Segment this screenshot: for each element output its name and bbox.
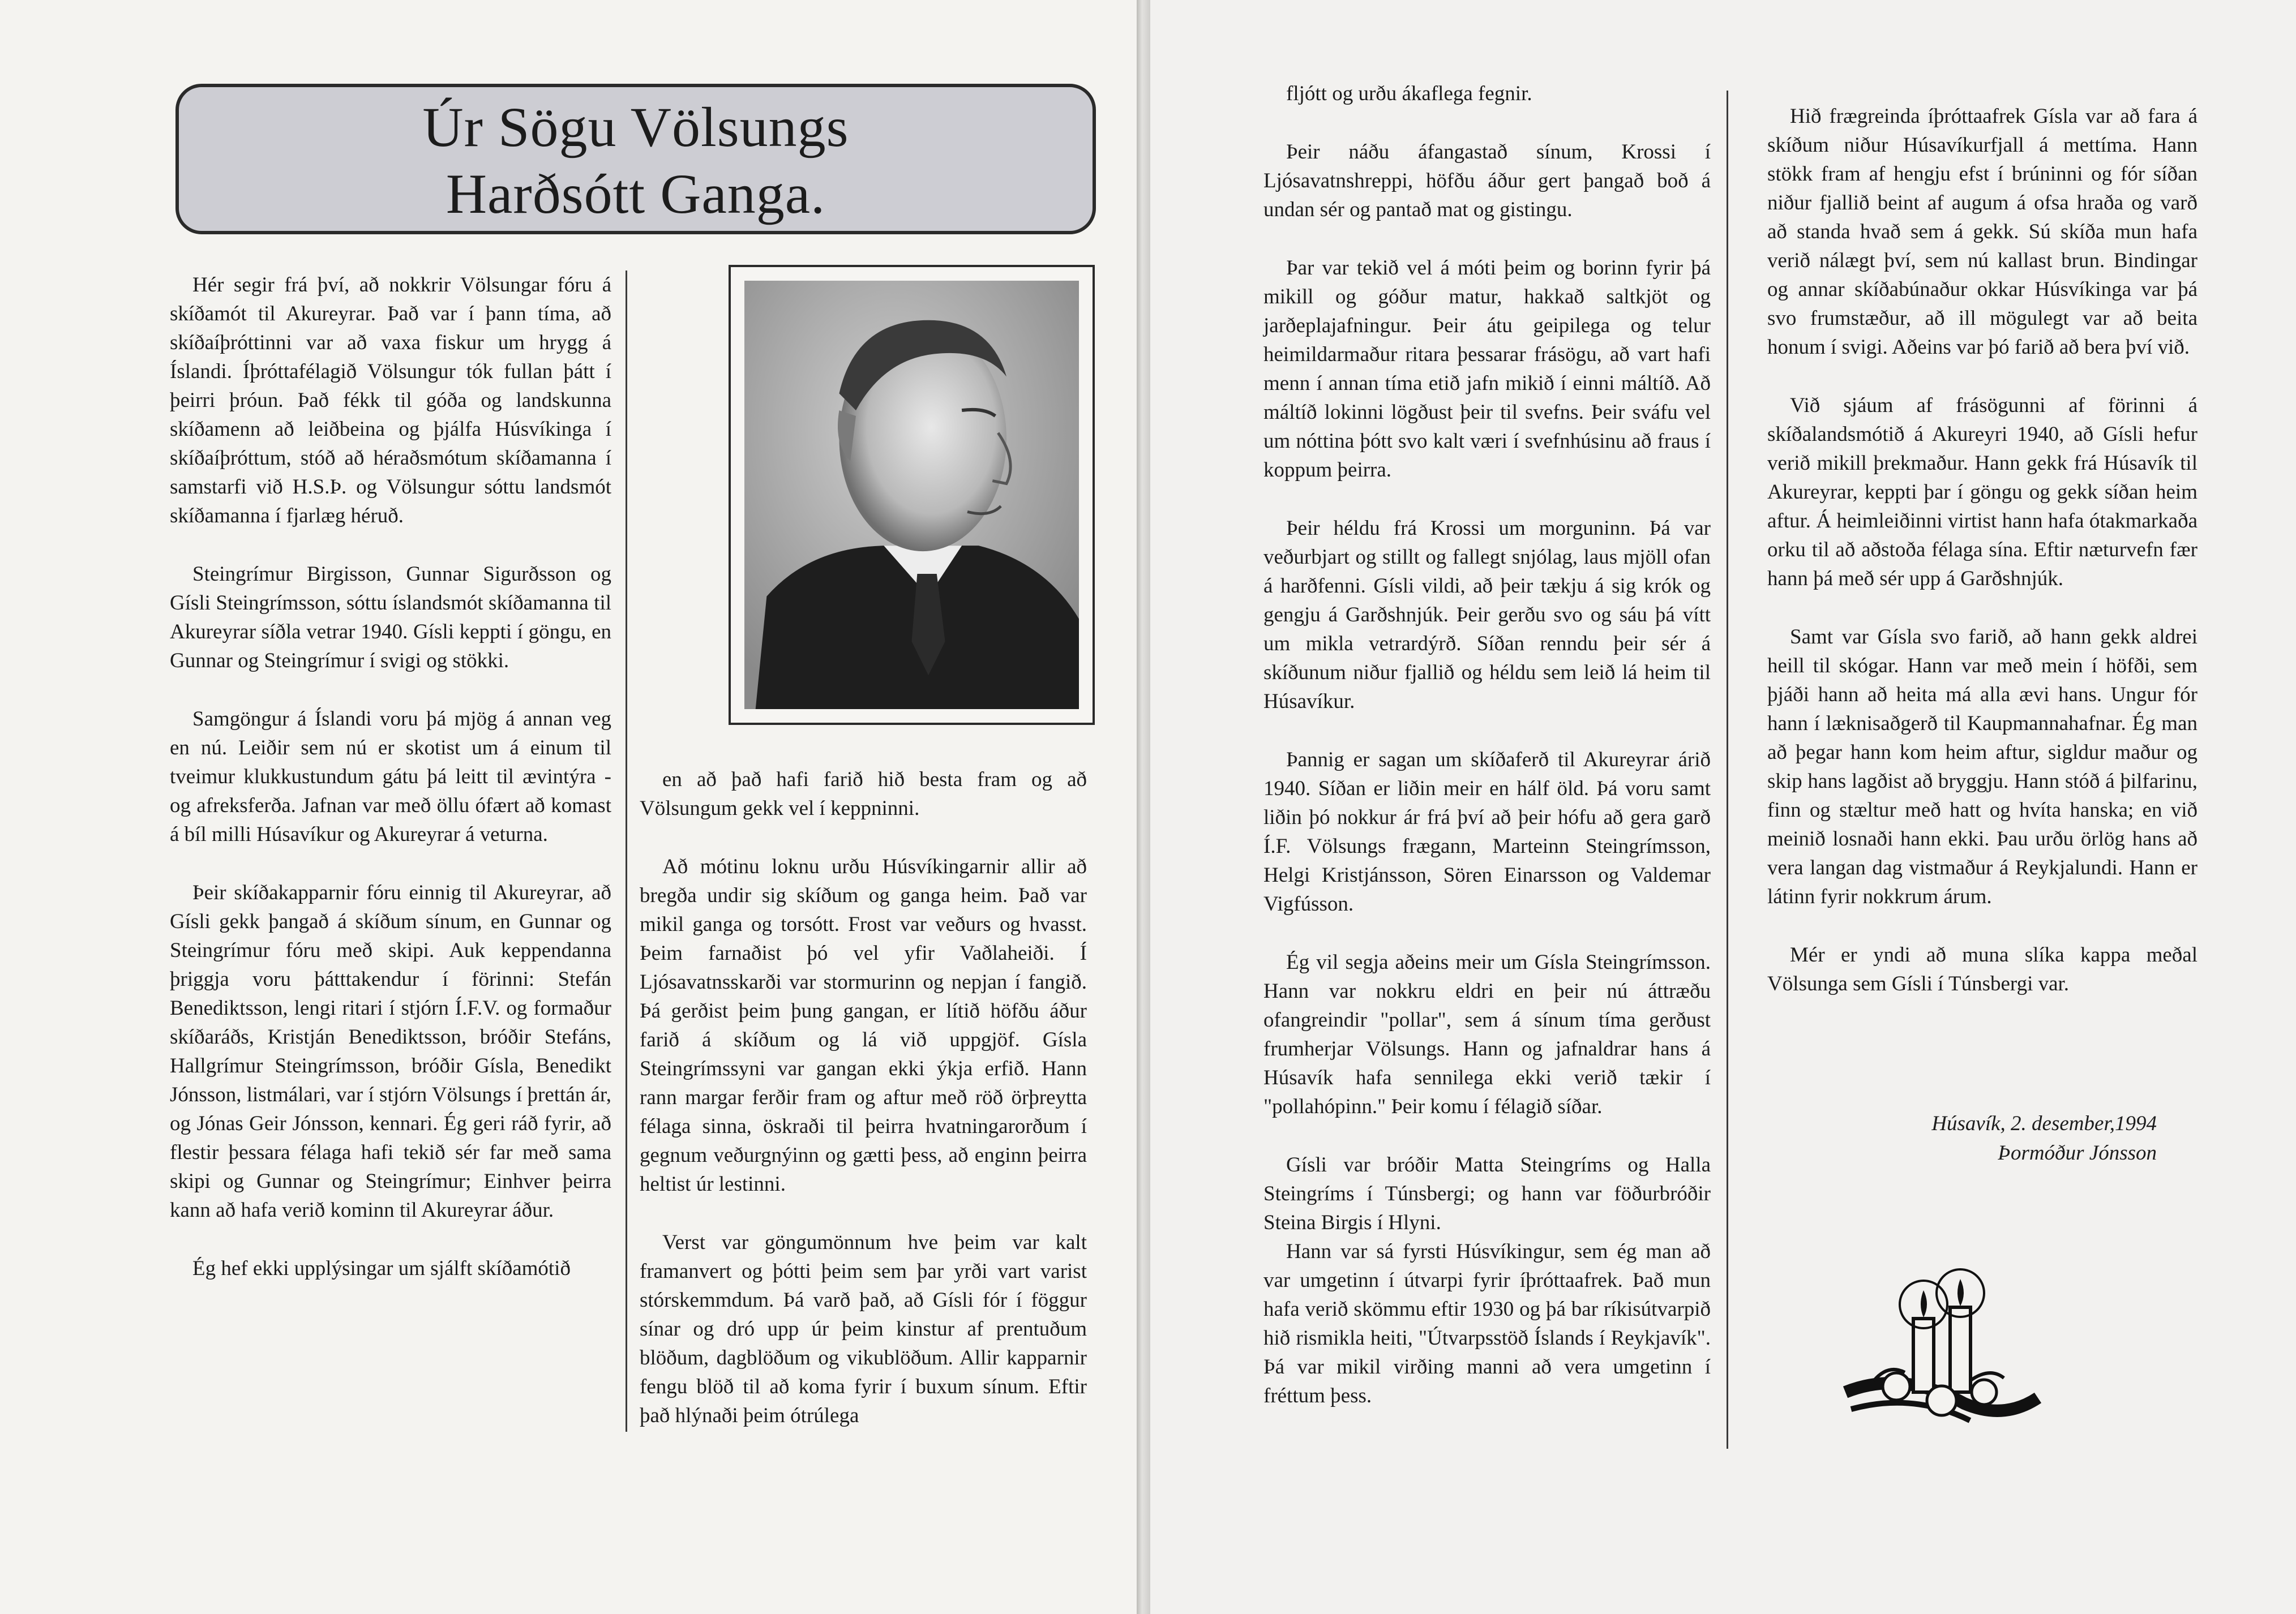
left-page: [0, 0, 1137, 1614]
right-b-paragraph: Við sjáum af frásögunni af förinni á skíðalandsmótið á Akureyri 1940, að Gísli hefur verið mikill þrekmaður. Hann gekk frá Húsavík til Akureyrar, keppti þar í göngu og gekk síðan heim aftur. Á heimleiðinni virtist hann hafa ótakmarkaða orku til að aðstoða félaga sína. Eftir næturvefn fær hann þá með sér upp á Garðshnjúk.: [1767, 394, 2198, 590]
right-a-paragraph: Hann var sá fyrsti Húsvíkingur, sem ég man að var umgetinn í útvarpi fyrir íþróttaafrek. Það mun hafa verið skömmu eftir 1930 og þá bar ríkisútvarpið hið rismikla heiti, "Útvarpsstöð Íslands í Reykjavík". Þá var mikil virðing manni að vera umgetinn í fréttum þess.: [1263, 1240, 1711, 1407]
title-box: [175, 84, 1096, 234]
middle-paragraph: Að mótinu loknu urðu Húsvíkingarnir allir að bregða undir sig skíðum og ganga heim. Það var mikil ganga og torsótt. Frost var veðurs og hvasst. Þeim farnaðist þó vel yfir Vaðlaheiði. Í Ljósavatnsskarði var stormurinn og nepjan í fangið. Þá gerðist þeim þung gangan, er lítið höfðu áður farið á skíðum og lá við uppgjöf. Gísla Steingrímssyni var gangan ekki ýkja erfið. Hann rann margar ferðir fram og aftur með röð örþreytta félaga sinna, öskraði til þeirra hvatningarorðum í gegnum veðurgnýinn og gætti þess, að enginn þeirra heltist úr lestinni.: [640, 855, 1087, 1196]
left-paragraph: Ég hef ekki upplýsingar um sjálft skíðamótið: [192, 1257, 571, 1280]
right-a-paragraph: Þar var tekið vel á móti þeim og borinn fyrir þá mikill og góður matur, hakkað saltkjöt og jarðeplajafningur. Þeir átu geipilega og telur heimildarmaður ritara þessarar frásögu, að vart hafi menn í annan tíma etið jafn mikið í einni máltíð. Að máltíð lokinni lögðust þeir til svefns. Þeir sváfu vel um nóttina þótt svo kalt væri í svefnhúsinu að fraus í koppum þeirra.: [1263, 256, 1711, 482]
portrait-icon: [744, 281, 1079, 709]
right-b-paragraph: Hið frægreinda íþróttaafrek Gísla var að fara á skíðum niður Húsavíkurfjall á mettíma. Hann stökk fram af hengju efst í brúninni og fór síðan niður fjallið beint af augum á ofsa hraða og varð að standa hvað sem á gekk. Sú skíða mun hafa verið nálægt því, sem nú kallast brun. Bindingar og annar skíðabúnaður okkar Húsvíkinga var þá svo frumstæður, að ill mögulegt var að beita honum í svigi. Aðeins var þó farið að bera því við.: [1767, 105, 2198, 359]
page-gutter: [1137, 0, 1150, 1614]
left-paragraph: Þeir skíðakapparnir fóru einnig til Akureyrar, að Gísli gekk þangað á skíðum sínum, en Gunnar og Steingrímur fóru með skipi. Auk keppendanna þriggja voru þátttakendur í förinni: Stefán Benediktsson, lengi ritari í stjórn Í.F.V. og formaður skíðaráðs, Kristján Benediktsson, bróðir Stefáns, Hallgrímur Steingrímsson, bróðir Gísla, Benedikt Jónsson, listmálari, var í stjórn Völsungs í þrettán ár, og Jónas Geir Jónsson, kennari. Ég geri ráð fyrir, að flestir þessara félaga hafi tekið sér far með sama skipi og Gunnar og Steingrímur; Einhver þeirra kann að hafa verið kominn til Akureyrar áður.: [170, 881, 611, 1222]
right-page: [1150, 0, 2296, 1614]
left-paragraph: Samgöngur á Íslandi voru þá mjög á annan veg en nú. Leiðir sem nú er skotist um á einum til tveimur klukkustundum gátu þá leitt til ævintýra - og afreksferða. Jafnan var með öllu ófært að komast á bíl milli Húsavíkur og Akureyrar á veturna.: [170, 707, 611, 846]
column-divider: [626, 271, 627, 1432]
left-column: [170, 271, 611, 1283]
candles-ornament-icon: [1834, 1251, 2049, 1437]
right-a-paragraph: Ég vil segja aðeins meir um Gísla Steingrímsson. Hann var nokkru eldri en þeir nú áttræðu ofangreindir "pollar", sem á sínum tíma gerðust frumherjar Völsungs. Hann og jafnaldrar hans á Húsavík hafa sennilega ekki verið tækir í "pollahópinn." Þeir komu í félagið síðar.: [1263, 951, 1711, 1118]
right-a-paragraph: Gísli var bróðir Matta Steingríms og Halla Steingríms í Túnsbergi; og hann var föðurbróðir Steina Birgis í Hlyni.: [1263, 1153, 1711, 1234]
column-divider: [1727, 91, 1728, 1449]
right-a-paragraph: Þeir náðu áfangastað sínum, Krossi í Ljósavatnshreppi, höfðu áður gert þangað boð á undan sér og pantað mat og gistingu.: [1263, 140, 1711, 221]
middle-paragraph: en að það hafi farið hið besta fram og að Völsungum gekk vel í keppninni.: [640, 768, 1087, 820]
right-a-paragraph: Þeir héldu frá Krossi um morguninn. Þá var veðurbjart og stillt og fallegt snjólag, laus mjöll ofan á harðfenni. Gísli vildi, að þeir tækju á sig krók og gengju á Garðshnjúk. Þeir gerðu svo og sáu þá vítt um mikla vetrardýrð. Síðan renndu þeir sér á skíðunum niður fjallið og héldu sem leið lá heim til Húsavíkur.: [1263, 517, 1711, 713]
signature-author: Þormóður Jónsson: [1998, 1141, 2157, 1165]
signature-block: [1902, 1109, 2157, 1168]
signature-place-date: Húsavík, 2. desember,1994: [1931, 1112, 2157, 1135]
right-b-paragraph: Mér er yndi að muna slíka kappa meðal Völsunga sem Gísli í Túnsbergi var.: [1767, 943, 2198, 995]
left-paragraph: Hér segir frá því, að nokkrir Völsungar fóru á skíðamót til Akureyrar. Það var í þann tíma, að skíðaíþróttinni var að vaxa fiskur um hrygg á Íslandi. Íþróttafélagið Völsungur tók fullan þátt í þeirri þróun. Það fékk til góða og landskunna skíðamenn að leiðbeina og þjálfa Húsvíkinga í skíðaíþróttum, stóð að héraðsmótum skíðamanna í samstarfi við H.S.Þ. og Völsungur sóttu landsmót skíðamanna í fjarlæg héruð.: [170, 273, 611, 527]
right-column-b: [1767, 102, 2198, 998]
portrait-photo: [729, 265, 1095, 725]
left-paragraph: Steingrímur Birgisson, Gunnar Sigurðsson og Gísli Steingrímsson, sóttu íslandsmót skíðamanna til Akureyrar síðla vetrar 1940. Gísli keppti í göngu, en Gunnar og Steingrímur í svigi og stökki.: [170, 563, 611, 672]
right-a-paragraph: fljótt og urðu ákaflega fegnir.: [1286, 82, 1532, 105]
right-a-paragraph: Þannig er sagan um skíðaferð til Akureyrar árið 1940. Síðan er liðin meir en hálf öld. Þá voru samt liðin þó nokkur ár frá því að þeir hófu að gera garð Í.F. Völsungs frægann, Marteinn Steingrímsson, Helgi Kristjánsson, Sören Einarsson og Valdemar Vigfússon.: [1263, 748, 1711, 916]
middle-column: [640, 765, 1087, 1430]
middle-paragraph: Verst var göngumönnum hve þeim var kalt framanvert og þótti þeim sem þar yrði vart varist stórskemmdum. Þá varð það, að Gísli fór í föggur sínar og dró upp úr þeim kinstur af prentuðum blöðum, dagblöðum og vikublöðum. Allir kapparnir fengu blöð til að koma fyrir í buxum sínum. Eftir það hlýnaði þeim ótrúlega: [640, 1231, 1087, 1427]
right-b-paragraph: Samt var Gísla svo farið, að hann gekk aldrei heill til skógar. Hann var með mein í höfði, sem þjáði hann að heita má alla ævi hans. Ungur fór hann í læknisaðgerð til Kaupmannahafnar. Ég man að þegar hann kom heim aftur, sigldur maður og skip hans lagðist að bryggju. Hann stóð á þilfarinu, finn og stæltur með hatt og hvíta hanska; en við meinið losnaði hann ekki. Þau urðu örlög hans að vera langan dag vistmaður á Reykjalundi. Hann er látinn fyrir nokkrum árum.: [1767, 625, 2198, 908]
right-column-a: [1263, 79, 1711, 1410]
title-line-1: Úr Sögu Völsungs: [422, 96, 849, 158]
title-line-2: Harðsótt Ganga.: [446, 162, 826, 225]
